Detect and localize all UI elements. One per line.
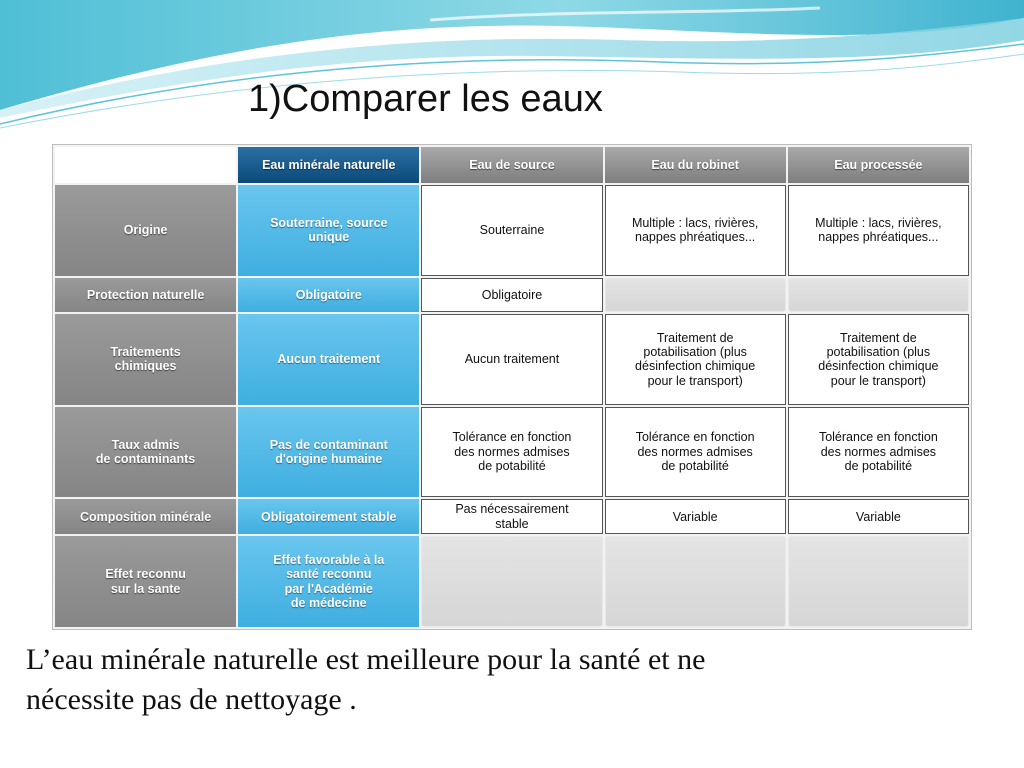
table-row xyxy=(55,407,969,498)
water-comparison-table xyxy=(53,145,971,629)
cell-line: potabilisation (plus xyxy=(643,344,747,359)
comparison-table xyxy=(52,144,972,630)
table-row xyxy=(55,499,969,534)
cell-line: Traitement de xyxy=(656,330,734,345)
cell-line: Souterraine, source xyxy=(270,215,388,230)
row-label-line: de contaminants xyxy=(95,451,196,466)
cell-line: pour le transport) xyxy=(647,373,743,388)
cell-line: potabilisation (plus xyxy=(826,344,931,359)
cell-line: désinfection chimique xyxy=(635,359,756,374)
cell-line: Obligatoire xyxy=(295,287,362,302)
cell-line: stable xyxy=(495,516,529,531)
cell-line: nappes phréatiques... xyxy=(635,230,756,245)
cell-line: nappes phréatiques... xyxy=(818,230,939,245)
row-label xyxy=(55,407,236,498)
cell-line: Effet favorable à la xyxy=(273,552,385,567)
empty-cell xyxy=(605,536,786,627)
row-label xyxy=(55,314,236,405)
cell-line: de potabilité xyxy=(661,459,729,474)
cell-line: de potabilité xyxy=(844,459,913,474)
cell-line: unique xyxy=(308,230,350,245)
table-cell xyxy=(605,185,786,276)
row-label xyxy=(55,499,236,534)
row-label xyxy=(55,185,236,276)
table-cell xyxy=(421,278,602,312)
table-corner xyxy=(55,147,236,183)
table-cell xyxy=(605,499,786,534)
empty-cell xyxy=(421,536,602,627)
column-header-eau-minerale: Eau minérale naturelle xyxy=(238,147,419,183)
cell-line: de médecine xyxy=(290,596,367,610)
cell-line: Aucun traitement xyxy=(464,352,560,367)
cell-line: des normes admises xyxy=(637,444,753,459)
row-label-line: Taux admis xyxy=(111,437,180,452)
conclusion-line-2: nécessite pas de nettoyage . xyxy=(26,683,357,716)
column-header-eau-source: Eau de source xyxy=(421,147,602,183)
cell-line: santé reconnu xyxy=(286,567,372,582)
conclusion-line-1: L’eau minérale naturelle est meilleure pour la santé et ne xyxy=(26,643,706,676)
cell-line: Variable xyxy=(855,509,901,524)
highlight-cell xyxy=(238,185,419,276)
table-row xyxy=(55,536,969,627)
cell-line: Aucun traitement xyxy=(277,352,381,367)
table-cell xyxy=(788,499,969,534)
row-label-line: Effet reconnu xyxy=(105,567,186,582)
cell-line: par l'Académie xyxy=(284,581,373,596)
row-label-line: Traitements xyxy=(110,344,181,359)
table-cell xyxy=(788,185,969,276)
cell-line: pour le transport) xyxy=(830,373,926,388)
cell-line: Tolérance en fonction xyxy=(818,430,938,445)
row-label xyxy=(55,536,236,627)
table-cell xyxy=(788,407,969,498)
column-header-eau-processee: Eau processée xyxy=(788,147,969,183)
empty-cell xyxy=(605,278,786,312)
row-label-line: Protection naturelle xyxy=(86,287,205,302)
table-cell xyxy=(605,314,786,405)
empty-cell xyxy=(788,278,969,312)
highlight-cell xyxy=(238,314,419,405)
cell-line: Tolérance en fonction xyxy=(452,430,572,445)
conclusion-text xyxy=(26,640,1006,720)
highlight-cell xyxy=(238,499,419,534)
row-label xyxy=(55,278,236,312)
table-cell xyxy=(788,314,969,405)
cell-line: Traitement de xyxy=(840,330,917,345)
table-cell xyxy=(421,314,602,405)
cell-line: Multiple : lacs, rivières, xyxy=(631,215,759,230)
table-row xyxy=(55,185,969,276)
column-header-eau-robinet: Eau du robinet xyxy=(605,147,786,183)
row-label-line: Composition minérale xyxy=(79,509,212,524)
row-label-line: sur la sante xyxy=(110,581,181,596)
table-cell xyxy=(605,407,786,498)
cell-line: d'origine humaine xyxy=(275,451,383,466)
cell-line: Pas de contaminant xyxy=(269,437,388,452)
cell-line: Pas nécessairement xyxy=(455,502,569,517)
highlight-cell xyxy=(238,407,419,498)
table-cell xyxy=(421,499,602,534)
row-label-line: Origine xyxy=(123,223,168,238)
cell-line: désinfection chimique xyxy=(818,359,939,374)
table-row xyxy=(55,278,969,312)
slide-title: 1)Comparer les eaux xyxy=(248,78,603,120)
table-header-row xyxy=(55,147,969,183)
cell-line: Obligatoirement stable xyxy=(261,509,397,524)
table-cell xyxy=(421,185,602,276)
cell-line: de potabilité xyxy=(478,459,546,474)
cell-line: Obligatoire xyxy=(481,287,543,302)
cell-line: Multiple : lacs, rivières, xyxy=(815,215,942,230)
row-label-line: chimiques xyxy=(114,359,177,374)
highlight-cell xyxy=(238,278,419,312)
cell-line: Tolérance en fonction xyxy=(635,430,755,445)
cell-line: des normes admises xyxy=(820,444,937,459)
cell-line: Variable xyxy=(672,509,718,524)
highlight-cell xyxy=(238,536,419,627)
cell-line: Souterraine xyxy=(479,223,545,238)
cell-line: des normes admises xyxy=(454,444,570,459)
table-cell xyxy=(421,407,602,498)
table-row xyxy=(55,314,969,405)
empty-cell xyxy=(788,536,969,627)
